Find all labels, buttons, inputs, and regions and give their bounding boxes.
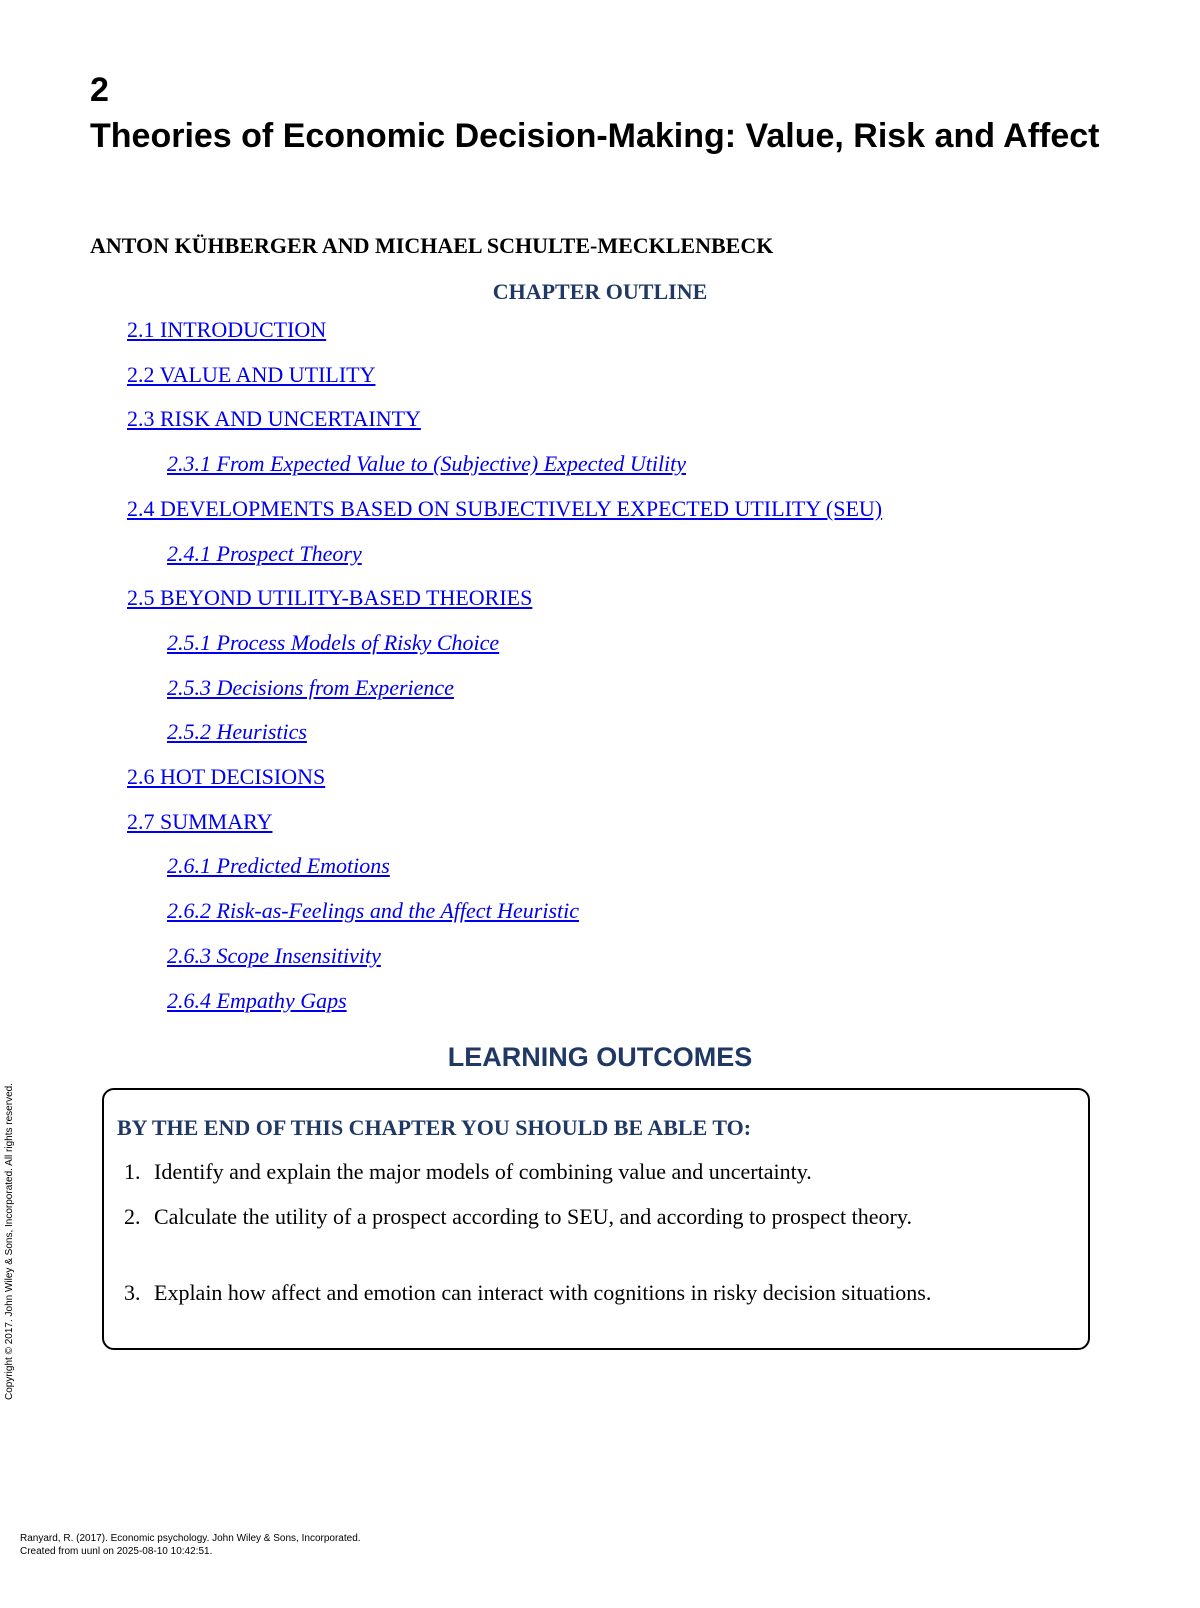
learning-outcome-text: Explain how affect and emotion can interact with cognitions in risky decision situations. — [154, 1280, 932, 1305]
footer-citation: Ranyard, R. (2017). Economic psychology. John Wiley & Sons, Incorporated. — [20, 1533, 361, 1544]
learning-outcomes-box — [102, 1088, 1090, 1350]
learning-outcome-number: 1. — [124, 1159, 141, 1184]
outline-link[interactable]: 2.3.1 From Expected Value to (Subjective) Expected Utility — [167, 451, 687, 476]
learning-outcome-item — [124, 1201, 1024, 1233]
learning-outcome-item — [124, 1156, 1024, 1188]
chapter-title: Theories of Economic Decision-Making: Value, Risk and Affect — [90, 117, 1100, 155]
outline-subitem-process-models — [167, 629, 499, 657]
chapter-authors: ANTON KÜHBERGER AND MICHAEL SCHULTE-MECKLENBECK — [90, 233, 774, 258]
chapter-number: 2 — [90, 71, 109, 109]
outline-link[interactable]: 2.5.2 Heuristics — [167, 719, 307, 744]
copyright-notice: Copyright © 2017. John Wiley & Sons, Incorporated. All rights reserved. — [4, 1083, 15, 1400]
learning-outcome-number: 3. — [124, 1280, 141, 1305]
outline-subitem-decisions-from-experience — [167, 674, 454, 702]
outline-subitem-risk-as-feelings — [167, 897, 579, 925]
learning-outcomes-box-heading: BY THE END OF THIS CHAPTER YOU SHOULD BE ABLE TO: — [117, 1115, 752, 1140]
outline-item-hot-decisions — [127, 763, 325, 791]
outline-link[interactable]: 2.6.1 Predicted Emotions — [167, 853, 390, 878]
outline-subitem-predicted-emotions — [167, 852, 390, 880]
outline-link[interactable]: 2.5.3 Decisions from Experience — [167, 675, 454, 700]
outline-link[interactable]: 2.6.3 Scope Insensitivity — [167, 943, 381, 968]
outline-item-value-and-utility — [127, 361, 376, 389]
outline-link[interactable]: 2.4 DEVELOPMENTS BASED ON SUBJECTIVELY EXPECTED UTILITY (SEU) — [127, 496, 883, 521]
learning-outcome-item — [124, 1277, 1024, 1309]
learning-outcomes-heading: LEARNING OUTCOMES — [447, 1042, 753, 1072]
outline-link[interactable]: 2.5 BEYOND UTILITY-BASED THEORIES — [127, 585, 533, 610]
learning-outcome-text: Identify and explain the major models of combining value and uncertainty. — [154, 1159, 812, 1184]
page-footer — [20, 1532, 361, 1558]
chapter-outline-heading: CHAPTER OUTLINE — [492, 279, 708, 304]
outline-subitem-empathy-gaps — [167, 987, 347, 1015]
outline-link[interactable]: 2.1 INTRODUCTION — [127, 317, 327, 342]
outline-subitem-prospect-theory — [167, 540, 362, 568]
outline-item-beyond-utility — [127, 584, 532, 612]
footer-created-date: Created from uunl on 2025-08-10 10:42:51. — [20, 1546, 213, 1557]
outline-link[interactable]: 2.2 VALUE AND UTILITY — [127, 362, 376, 387]
outline-link[interactable]: 2.6.4 Empathy Gaps — [167, 988, 347, 1013]
outline-item-risk-and-uncertainty — [127, 405, 421, 433]
learning-outcome-number: 2. — [124, 1204, 141, 1229]
outline-item-summary — [127, 808, 272, 836]
learning-outcome-text: Calculate the utility of a prospect according to SEU, and according to prospect theory. — [154, 1204, 912, 1229]
outline-subitem-heuristics — [167, 718, 307, 746]
outline-subitem-expected-utility — [167, 450, 686, 478]
outline-subitem-scope-insensitivity — [167, 942, 381, 970]
outline-link[interactable]: 2.4.1 Prospect Theory — [167, 541, 362, 566]
outline-item-seu-developments — [127, 495, 882, 523]
outline-link[interactable]: 2.3 RISK AND UNCERTAINTY — [127, 406, 421, 431]
outline-link[interactable]: 2.6.2 Risk-as-Feelings and the Affect Heuristic — [167, 898, 580, 923]
outline-item-introduction — [127, 316, 326, 344]
outline-link[interactable]: 2.7 SUMMARY — [127, 809, 273, 834]
outline-link[interactable]: 2.6 HOT DECISIONS — [127, 764, 326, 789]
outline-link[interactable]: 2.5.1 Process Models of Risky Choice — [167, 630, 500, 655]
